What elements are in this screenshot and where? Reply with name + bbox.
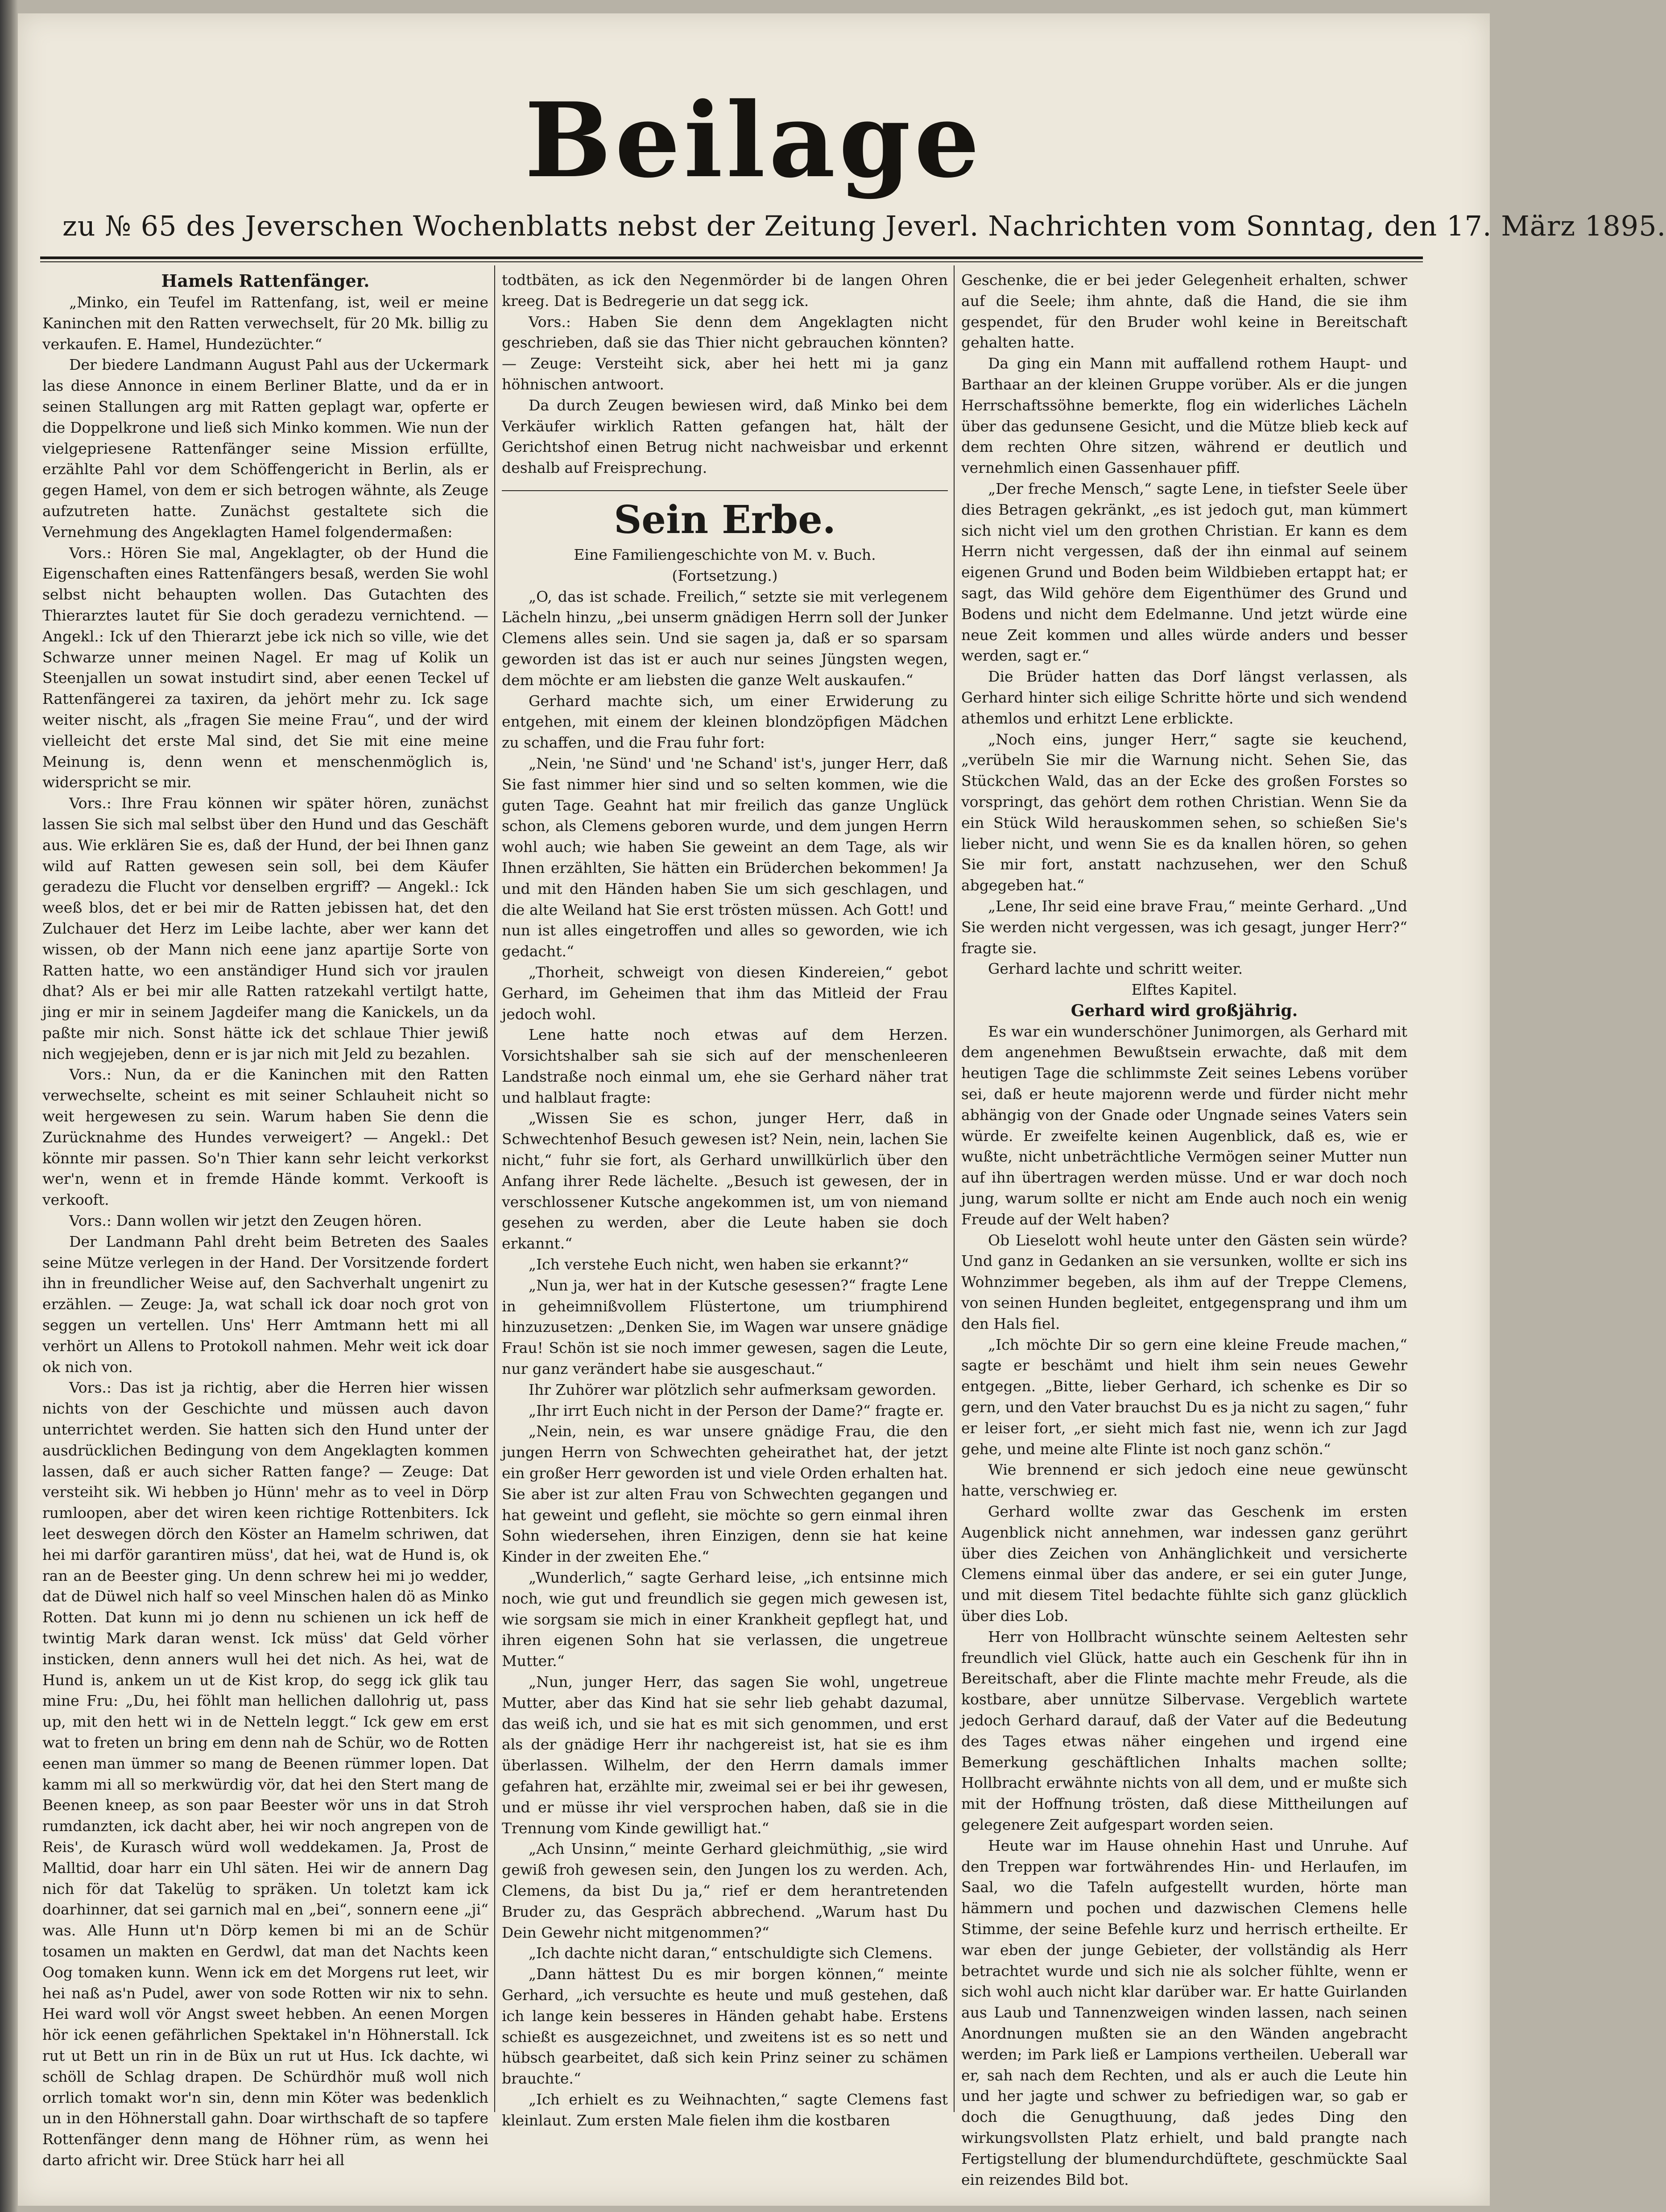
paragraph: Herr von Hollbracht wünschte seinem Aeltesten sehr freundlich viel Glück, hatte auch ein Geschenk für ihn in Bereitschaft, aber die Flinte machte mehr Freude, als die kostbare, aber unnütze Silbervase. Vergeblich wartete jedoch Gerhard darauf, daß der Vater auf die Bedeutung des Tages etwas näher eingehen und irgend eine Bemerkung geschäftlichen Inhalts machen sollte; Hollbracht erwähnte nichts von all dem, und er mußte sich mit der Hoffnung trösten, daß diese Mittheilungen auf gelegenere Zeit aufgespart worden seien. [961,1628,1407,1833]
paragraph: „O, das ist schade. Freilich,“ setzte sie mit verlegenem Lächeln hinzu, „bei unserm gnädigen Herrn soll der Junker Clemens alles sein. Und sie sagen ja, daß er so sparsam geworden ist das ist er auch nur seines Jüngsten wegen, dem möchte er am liebsten die ganze Welt auskaufen.“ [502,587,948,689]
header-rule [40,256,1423,259]
article-title: Hamels Rattenfänger. [161,271,370,291]
paragraph: Geschenke, die er bei jeder Gelegenheit erhalten, schwer auf die Seele; ihm ahnte, daß die Hand, die sie ihm gespendet, für den Bruder wohl keine in Bereitschaft gehalten hatte. [961,271,1407,351]
paragraph: Die Brüder hatten das Dorf längst verlassen, als Gerhard hinter sich eilige Schritte hörte und sich wendend athemlos und erhitzt Lene erblickte. [961,668,1407,727]
paragraph: „Nun ja, wer hat in der Kutsche gesessen?“ fragte Lene in geheimnißvollem Flüstertone, um triumphirend hinzuzusetzen: „Denken Sie, im Wagen war unsere gnädige Frau! Schön ist sie noch immer gewesen, sagen die Leute, nur ganz verändert habe sie ausgeschaut.“ [502,1276,948,1378]
paragraph: „Ich möchte Dir so gern eine kleine Freude machen,“ sagte er beschämt und hielt ihm sein neues Gewehr entgegen. „Bitte, lieber Gerhard, ich schenke es Dir so gern, und den Vater brauchst Du es ja nicht zu sagen,“ fuhr er leiser fort, „er sieht mich fast nie, wenn ich zur Jagd gehe, und meine alte Flinte ist noch ganz schön.“ [961,1335,1407,1458]
paragraph: „Wissen Sie es schon, junger Herr, daß in Schwechtenhof Besuch gewesen ist? Nein, nein, lachen Sie nicht,“ fuhr sie fort, als Gerhard unwillkürlich über den Anfang ihrer Rede lächelte. „Besuch ist gewesen, der in verschlossener Kutsche angekommen ist, um von niemand gesehen zu werden, aber die Leute haben sie doch erkannt.“ [502,1109,948,1253]
story-subtitle: Eine Familiengeschichte von M. v. Buch. [574,546,876,563]
paragraph: Heute war im Hause ohnehin Hast und Unruhe. Auf den Treppen war fortwährendes Hin- und Herlaufen, im Saal, wo die Tafeln aufgestellt wurden, hörte man hämmern und pochen und dazwischen Clemens helle Stimme, der seine Befehle kurz und herrisch ertheilte. Er war eben der junge Gebieter, der vollständig als Herr betrachtet wurde und sich nie als solcher fühlte, wenn er sich wohl auch nicht klar darüber war. Er hatte Guirlanden aus Laub und Tannenzweigen winden lassen, nach seinen Anordnungen mußten sie an den Wänden angebracht werden; im Park ließ er Lampions vertheilen. Ueberall war er, sah nach dem Rechten, und als er auch die Leute hin und her jagte und schwer zu befriedigen war, so gab er doch die Genugthuung, daß jedes Ding den wirkungsvollsten Platz erhielt, und bald prangte nach Fertigstellung der blumendurchdüftete, geschmückte Saal ein reizendes Bild bot. [961,1836,1407,2188]
paragraph: Gerhard machte sich, um einer Erwiderung zu entgehen, mit einem der kleinen blondzöpfigen Mädchen zu schaffen, und die Frau fuhr fort: [502,692,948,752]
paragraph: „Minko, ein Teufel im Rattenfang, ist, weil er meine Kaninchen mit den Ratten verwechselt, für 20 Mk. billig zu verkaufen. E. Hamel, Hundezüchter.“ [42,294,488,353]
column-3 [961,270,1407,2190]
masthead-subtitle: zu № 65 des Jeverschen Wochenblatts nebst der Zeitung Jeverl. Nachrichten vom Sonntag, den 17. März 1895. [62,210,1666,242]
story-continuation: (Fortsetzung.) [672,566,778,584]
paragraph: „Dann hättest Du es mir borgen können,“ meinte Gerhard, „ich versuchte es heute und muß gestehen, daß ich lange kein besseres in Händen gehabt habe. Erstens schießt es ausgezeichnet, und zweitens ist es so nett und hübsch gearbeitet, daß sich kein Prinz seiner zu schämen brauchte.“ [502,1965,948,2088]
paragraph: „Nein, nein, es war unsere gnädige Frau, die den jungen Herrn von Schwechten geheirathet hat, der jetzt ein großer Herr geworden ist und viele Orden erhalten hat. Sie aber ist zur alten Frau von Schwechten gegangen und hat geweint und gefleht, sie möchte so gern einmal ihren Sohn wiedersehen, ihren Einzigen, denn sie hat keine Kinder in der zweiten Ehe.“ [502,1422,948,1566]
paragraph: „Wunderlich,“ sagte Gerhard leise, „ich entsinne mich noch, wie gut und freundlich sie gegen mich gewesen ist, wie sorgsam sie mich in einer Krankheit gepflegt hat, und ihren eigenen Sohn hat sie verlassen, die ungetreue Mutter.“ [502,1569,948,1670]
paragraph: Der Landmann Pahl dreht beim Betreten des Saales seine Mütze verlegen in der Hand. Der Vorsitzende fordert ihn in freundlicher Weise auf, den Sachverhalt ungenirt zu erzählen. — Zeuge: Ja, wat schall ick doar noch grot von seggen un vertellen. Uns' Herr Amtmann hett mi all verhört un Allens to Protokoll nahmen. Mehr weit ick doar ok nich von. [42,1232,488,1376]
column-divider [954,265,955,2112]
story-title: Sein Erbe. [614,497,836,542]
paragraph: „Nein, 'ne Sünd' und 'ne Schand' ist's, junger Herr, daß Sie fast nimmer hier sind und so selten kommen, wie die guten Tage. Geahnt hat mir freilich das ganze Unglück schon, als Clemens geboren wurde, und dem jungen Herrn wohl auch; wie haben Sie geweint an dem Tage, als wir Ihnen erzählten, Sie hätten ein Brüderchen bekommen! Ja und mit den Händen haben Sie um sich geschlagen, und die alte Weiland hat Sie erst trösten müssen. Ach Gott! und nun ist alles eingetroffen und alles so geworden, wie ich gedacht.“ [502,754,948,960]
masthead-title: Beilage [525,80,983,201]
paragraph: Vors.: Haben Sie denn dem Angeklagten nicht geschrieben, daß sie das Thier nicht gebrauchen könnten? — Zeuge: Versteiht sick, aber hei hett mi ja ganz höhnischen antwoort. [502,313,948,393]
paragraph: Gerhard wollte zwar das Geschenk im ersten Augenblick nicht annehmen, war indessen ganz gerührt über dies Zeichen von Anhänglichkeit und versicherte Clemens einmal über das andere, er sei ein guter Junge, und mit diesem Titel bedachte fühlte sich ganz glücklich über dies Lob. [961,1503,1407,1625]
chapter-title: Gerhard wird großjährig. [1071,1001,1298,1020]
paragraph: Lene hatte noch etwas auf dem Herzen. Vorsichtshalber sah sie sich auf der menschenleeren Landstraße noch einmal um, ehe sie Gerhard näher trat und halblaut fragte: [502,1026,948,1106]
paragraph: Da durch Zeugen bewiesen wird, daß Minko bei dem Verkäufer wirklich Ratten gefangen hat, hält der Gerichtshof einen Betrug nicht nachweisbar und erkennt deshalb auf Freisprechung. [502,396,948,477]
paragraph: Ob Lieselott wohl heute unter den Gästen sein würde? Und ganz in Gedanken an sie versunken, wollte er sich ins Wohnzimmer begeben, als ihm auf der Treppe Clemens, von seinen Hunden begleitet, entgegensprang und ihm um den Hals fiel. [961,1231,1407,1332]
paragraph: „Ach Unsinn,“ meinte Gerhard gleichmüthig, „sie wird gewiß froh gewesen sein, den Jungen los zu werden. Ach, Clemens, da bist Du ja,“ rief er dem herantretenden Bruder zu, das Gespräch abbrechend. „Warum hast Du Dein Gewehr nicht mitgenommen?“ [502,1840,948,1941]
newspaper-page [18,13,1666,2206]
paragraph: „Noch eins, junger Herr,“ sagte sie keuchend, „verübeln Sie mir die Warnung nicht. Sehen Sie, das Stückchen Wald, das an der Ecke des großen Forstes so vorspringt, das gehört dem rothen Christian. Wenn Sie da ein Stück Wild herauskommen sehen, so schießen Sie's lieber nicht, und wenn Sie es da knallen hören, so gehen Sie mir fort, anstatt nachzusehen, wer den Schuß abgegeben hat.“ [961,730,1407,894]
paragraph: „Lene, Ihr seid eine brave Frau,“ meinte Gerhard. „Und Sie werden nicht vergessen, was ich gesagt, junger Herr?“ fragte sie. [961,897,1407,957]
paragraph: Vors.: Ihre Frau können wir später hören, zunächst lassen Sie sich mal selbst über den Hund und das Geschäft aus. Wie erklären Sie es, daß der Hund, der bei Ihnen ganz wild auf Ratten gewesen sein soll, bei dem Käufer geradezu die Flucht vor denselben ergriff? — Angekl.: Ick weeß blos, det er bei mir de Ratten jebissen hat, det den Zulchauer det Herz im Leibe lachte, aber wer kann det wissen, ob der Mann nich eene janz apartije Sorte von Ratten hatte, wo een anständiger Hund sich vor jraulen dhat? Als er bei mir alle Ratten ratzekahl vertilgt hatte, jing er mir in seinem Jagdeifer mang die Kanickels, un da paßte mir nich. Sonst hätte ick det schlaue Thier jewiß nich wegjejeben, denn er is jar nich mit Jeld zu bezahlen. [42,794,488,1063]
paragraph: Vors.: Hören Sie mal, Angeklagter, ob der Hund die Eigenschaften eines Rattenfängers besaß, werden Sie wohl selbst nicht behaupten wollen. Das Gutachten des Thierarztes lautet für Sie doch geradezu vernichtend. — Angekl.: Ick uf den Thierarzt jebe ick nich so ville, wie det Schwarze unner meinen Nagel. Er mag uf Kolik un Steenjallen un sowat instudirt sind, aber eenen Teckel uf Rattenfängerei za taxiren, da jehört mehr zu. Ick sage weiter nischt, als „fragen Sie meine Frau“, und der wird vielleicht det erste Mal sind, det Sie mit eine meine Meinung is, denn wenn et menschenmöglich is, widerspricht se mir. [42,544,488,791]
paragraph: Gerhard lachte und schritt weiter. [988,960,1243,978]
article-divider [502,490,948,491]
paragraph: Vors.: Dann wollen wir jetzt den Zeugen hören. [69,1212,422,1230]
paragraph: „Ich verstehe Euch nicht, wen haben sie erkannt?“ [529,1256,909,1273]
paragraph: todtbäten, as ick den Negenmörder bi de langen Ohren kreeg. Dat is Bedregerie un dat segg ick. [502,271,948,310]
paragraph: „Ihr irrt Euch nicht in der Person der Dame?“ fragte er. [529,1402,944,1419]
column-2 [502,270,948,2131]
paragraph: Ihr Zuhörer war plötzlich sehr aufmerksam geworden. [529,1381,937,1398]
paragraph: „Der freche Mensch,“ sagte Lene, in tiefster Seele über dies Betragen gekränkt, „es ist jedoch gut, man kümmert sich nicht viel um den grothen Christian. Er kann es dem Herrn nicht vergessen, daß der ihn einmal auf seinem eigenen Grund und Boden beim Wildbieben ertappt hat; er sagt, das Wild gehöre dem Eigenthümer des Grund und Bodens und nicht dem Edelmanne. Und jetzt würde eine neue Zeit kommen und alles würde anders und besser werden, sagt er.“ [961,480,1407,665]
paragraph: Vors.: Das ist ja richtig, aber die Herren hier wissen nichts von der Geschichte und müssen auch davon unterrichtet werden. Sie hatten sich den Hund unter der ausdrücklichen Bedingung von dem Angeklagten kommen lassen, daß er auch sicher Ratten fange? — Zeuge: Dat versteiht sik. Wi hebben jo Hünn' mehr as to veel in Dörp rumloopen, aber det wiren keen richtige Rottenbiters. Ick leet deswegen dörch den Köster an Hamelm schriwen, dat hei mi darför garantiren müss', dat hei, wat de Hund is, ok ran an de Beester ging. Un denn schrew hei mi jo wedder, dat de Düwel nich half so veel Minschen halen dö as Minko Rotten. Dat kunn mi jo denn nu schienen un ick heff de twintig Mark daran wenst. Ick müss' dat Geld vörher insticken, denn anners wull hei det nich. As hei, wat de Hund is, ankem un ut de Kist krop, do segg ick glik tau mine Fru: „Du, hei föhlt man hellichen dallohrig ut, pass up, mit den hett wi in de Netteln leggt.“ Ick gew em erst wat to freten un bring em denn nah de Schür, wo de Rotten eenen man ümmer so mang de Beenen rümmer lopen. Dat kamm mi all so merkwürdig vör, dat hei den Stert mang de Beenen kneep, as son paar Beester wör uns in dat Stroh rumdanzten, ick dacht aber, hei wir noch angrepen von de Reis', de Kurasch würd woll weddekamen. Ja, Prost de Malltid, doar harr ein Uhl säten. Hei wir de annern Dag nich för dat Takelüg to spräken. Un toletzt kam ick doarhinner, dat sei garnich mal en „bei“, sonnern eene „ji“ was. Alle Hunn ut'n Dörp kemen bi mi an de Schür tosamen un makten en Gerdwl, dat man det Nachts keen Oog tomaken kunn. Wenn ick em det Morgens rut leet, wir hei naß as'n Pudel, awer von sode Rotten wir nix to sehn. Hei ward woll vör Angst sweet hebben. An eenen Morgen hör ick eenen gefährlichen Spektakel in'n Höhnerstall. Ick rut ut Bett un rin in de Büx un rut ut Hus. Ick dachte, wi schöll de Schlag drapen. De Schürdhör muß woll nich orrlich tomakt wor'n sin, denn min Köter was bedenklich un in den Höhnerstall gahn. Doar wirthschaft de so tapfere Rottenfänger denn mang de Höhner rüm, as wenn hei darto africht wir. Dree Stück harr hei all [42,1379,488,2169]
paragraph: Es war ein wunderschöner Junimorgen, als Gerhard mit dem angenehmen Bewußtsein erwachte, daß mit dem heutigen Tage die schlimmste Zeit seines Lebens vorüber sei, daß er heute majorenn werde und fürder nicht mehr abhängig von der Gnade oder Ungnade seines Vaters sein würde. Er zweifelte keinen Augenblick, daß es, wie er wußte, nicht unbeträchtliche Vermögen seiner Mutter nun auf ihn übertragen werden müsse. Und er war doch noch jung, warum sollte er nicht am Ende auch noch ein wenig Freude auf der Welt haben? [961,1022,1407,1228]
column-divider [494,265,495,2112]
column-1 [42,270,488,2171]
paragraph: Wie brennend er sich jedoch eine neue gewünscht hatte, verschwieg er. [961,1461,1407,1500]
paragraph: „Ich erhielt es zu Weihnachten,“ sagte Clemens fast kleinlaut. Zum ersten Male fielen ihm die kostbaren [502,2090,948,2129]
book-binding [0,0,18,2212]
chapter-number: Elftes Kapitel. [1131,981,1237,999]
paragraph: Vors.: Nun, da er die Kaninchen mit den Ratten verwechselte, scheint es mit seiner Schlauheit nicht so weit hergewesen zu sein. Warum haben Sie denn die Zurücknahme des Hundes verweigert? — Angekl.: Det könnte mir passen. So'n Thier kann sehr leicht verkorkst wer'n, wenn et in fremde Hände kommt. Verkooft is verkooft. [42,1066,488,1209]
paragraph: „Ich dachte nicht daran,“ entschuldigte sich Clemens. [529,1944,933,1962]
header-rule-thin [40,261,1423,262]
paragraph: Der biedere Landmann August Pahl aus der Uckermark las diese Annonce in einem Berliner Blatte, und da er in seinen Stallungen arg mit Ratten geplagt war, opferte er die Doppelkrone und ließ sich Minko kommen. Wie nun der vielgepriesene Rattenfänger seine Mission erfüllte, erzählte Pahl vor dem Schöffengericht in Berlin, als er gegen Hamel, von dem er sich betrogen wähnte, als Zeuge aufzutreten hatte. Zunächst gestaltete sich die Vernehmung des Angeklagten Hamel folgendermaßen: [42,356,488,541]
paragraph: Da ging ein Mann mit auffallend rothem Haupt- und Barthaar an der kleinen Gruppe vorüber. Als er die jungen Herrschaftssöhne bemerkte, flog ein widerliches Lächeln über das gedunsene Gesicht, und die Mütze blieb keck auf dem rechten Ohre sitzen, während er deutlich und vernehmlich einen Gassenhauer pfiff. [961,355,1407,477]
paragraph: „Thorheit, schweigt von diesen Kindereien,“ gebot Gerhard, im Geheimen that ihm das Mitleid der Frau jedoch wohl. [502,963,948,1023]
paragraph: „Nun, junger Herr, das sagen Sie wohl, ungetreue Mutter, aber das Kind hat sie sehr lieb gehabt dazumal, das weiß ich, und sie hat es mit sich genommen, und erst als der gnädige Herr ihr nachgereist ist, hat sie es ihm überlassen. Wilhelm, der den Herrn damals immer gefahren hat, erzählte mir, zweimal sei er bei ihr gewesen, und er müsse ihr viel versprochen haben, daß sie in die Trennung vom Kinde gewilligt hat.“ [502,1673,948,1837]
